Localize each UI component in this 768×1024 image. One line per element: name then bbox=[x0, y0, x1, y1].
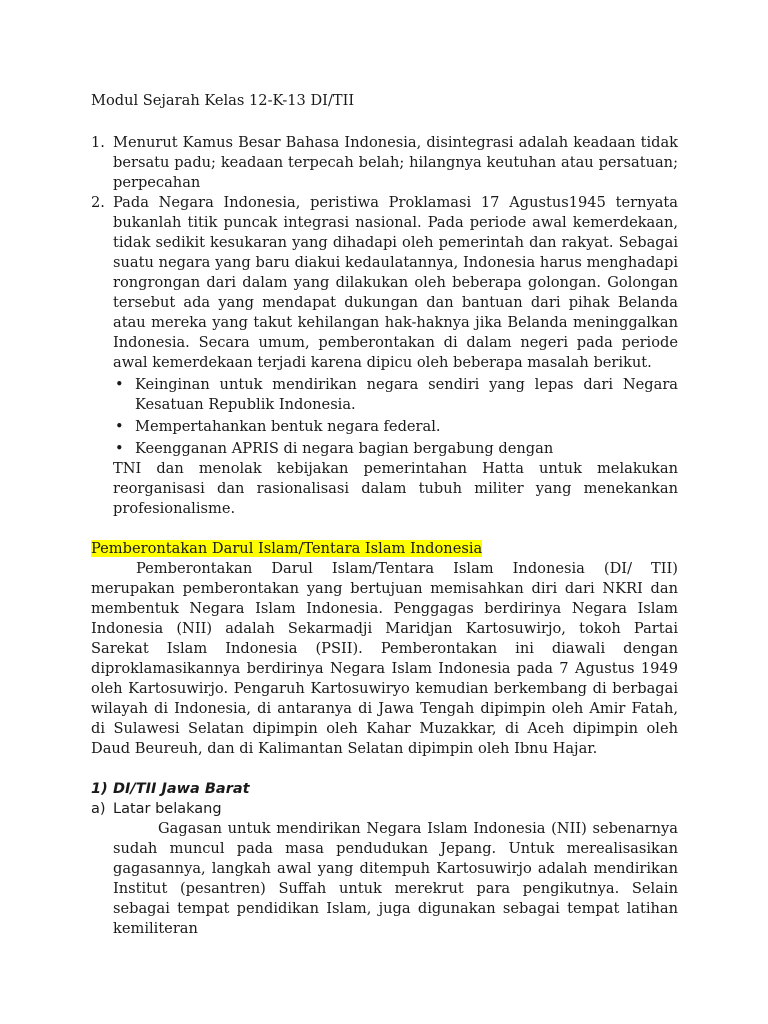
bullet-list bbox=[113, 375, 678, 459]
section-paragraph: Pemberontakan Darul Islam/Tentara Islam Indonesia (DI/ TII) merupakan pemberontakan yang bertujuan memisahkan diri dari NKRI dan membentuk Negara Islam Indonesia. Penggagas berdirinya Negara Islam Indonesia (NII) adalah Sekarmadji Maridjan Kartosuwirjo, tokoh Partai Sarekat Islam Indonesia (PSII). Pemberontakan ini diawali dengan diproklamasikannya berdirinya Negara Islam Indonesia pada 7 Agustus 1949 oleh Kartosuwirjo. Pengaruh Kartosuwiryo kemudian berkembang di berbagai wilayah di Indonesia, di antaranya di Jawa Tengah dipimpin oleh Amir Fatah, di Sulawesi Selatan dipimpin oleh Kahar Muzakkar, di Aceh dipimpin oleh Daud Beureuh, dan di Kalimantan Selatan dipimpin oleh Ibnu Hajar. bbox=[91, 560, 678, 757]
subsection-number: 1) bbox=[91, 781, 108, 797]
document-title: Modul Sejarah Kelas 12-K-13 DI/TII bbox=[91, 92, 355, 109]
list-number: 1. bbox=[91, 134, 105, 151]
bullet-text: Keinginan untuk mendirikan negara sendiri yang lepas dari Negara Kesatuan Republik Indonesia. bbox=[135, 376, 678, 413]
subsection-heading bbox=[91, 779, 678, 799]
document-body bbox=[91, 91, 678, 939]
list-item bbox=[91, 133, 678, 193]
subsection-title: DI/TII Jawa Barat bbox=[113, 781, 250, 797]
subsection-paragraph: Gagasan untuk mendirikan Negara Islam Indonesia (NII) sebenarnya sudah muncul pada masa pendudukan Jepang. Untuk merealisasikan gagasannya, langkah awal yang ditempuh Kartosuwirjo adalah mendirikan Institut (pesantren) Suffah untuk merekrut para pengikutnya. Selain sebagai tempat pendidikan Islam, juga digunakan sebagai tempat latihan kemiliteran bbox=[113, 820, 678, 937]
bullet-text: Keengganan APRIS di negara bagian bergabung dengan bbox=[135, 440, 554, 457]
list-number: 2. bbox=[91, 194, 105, 211]
list-text: Menurut Kamus Besar Bahasa Indonesia, disintegrasi adalah keadaan tidak bersatu padu; keadaan terpecah belah; hilangnya keutuhan atau persatuan; perpecahan bbox=[113, 134, 678, 191]
bullet-icon: • bbox=[115, 376, 124, 393]
subsection-item bbox=[91, 799, 678, 819]
bullet-icon: • bbox=[115, 440, 124, 457]
subsection-item-title: Latar belakang bbox=[113, 801, 222, 817]
list-item bbox=[91, 193, 678, 459]
bullet-item bbox=[113, 439, 678, 459]
list-text: Pada Negara Indonesia, peristiwa Proklamasi 17 Agustus1945 ternyata bukanlah titik puncak integrasi nasional. Pada periode awal kemerdekaan, tidak sedikit kesukaran yang dihadapi oleh pemerintah dan rakyat. Sebagai suatu negara yang baru diakui kedaulatannya, Indonesia harus menghadapi rongrongan dari dalam yang dilakukan oleh beberapa golongan. Golongan tersebut ada yang mendapat dukungan dan bantuan dari pihak Belanda atau mereka yang takut kehilangan hak-haknya jika Belanda meninggalkan Indonesia. Secara umum, pemberontakan di dalam negeri pada periode awal kemerdekaan terjadi karena dipicu oleh beberapa masalah berikut. bbox=[113, 194, 678, 371]
highlighted-heading: Pemberontakan Darul Islam/Tentara Islam Indonesia bbox=[91, 540, 483, 557]
bullet-icon: • bbox=[115, 418, 124, 435]
section-heading bbox=[91, 539, 678, 559]
bullet-text: Mempertahankan bentuk negara federal. bbox=[135, 418, 441, 435]
subsection-item-number: a) bbox=[91, 801, 106, 817]
bullet-item bbox=[113, 375, 678, 415]
bullet-item bbox=[113, 417, 678, 437]
continuation-paragraph: TNI dan menolak kebijakan pemerintahan Hatta untuk melakukan reorganisasi dan rasionalisasi dalam tubuh militer yang menekankan profesionalisme. bbox=[113, 460, 678, 517]
